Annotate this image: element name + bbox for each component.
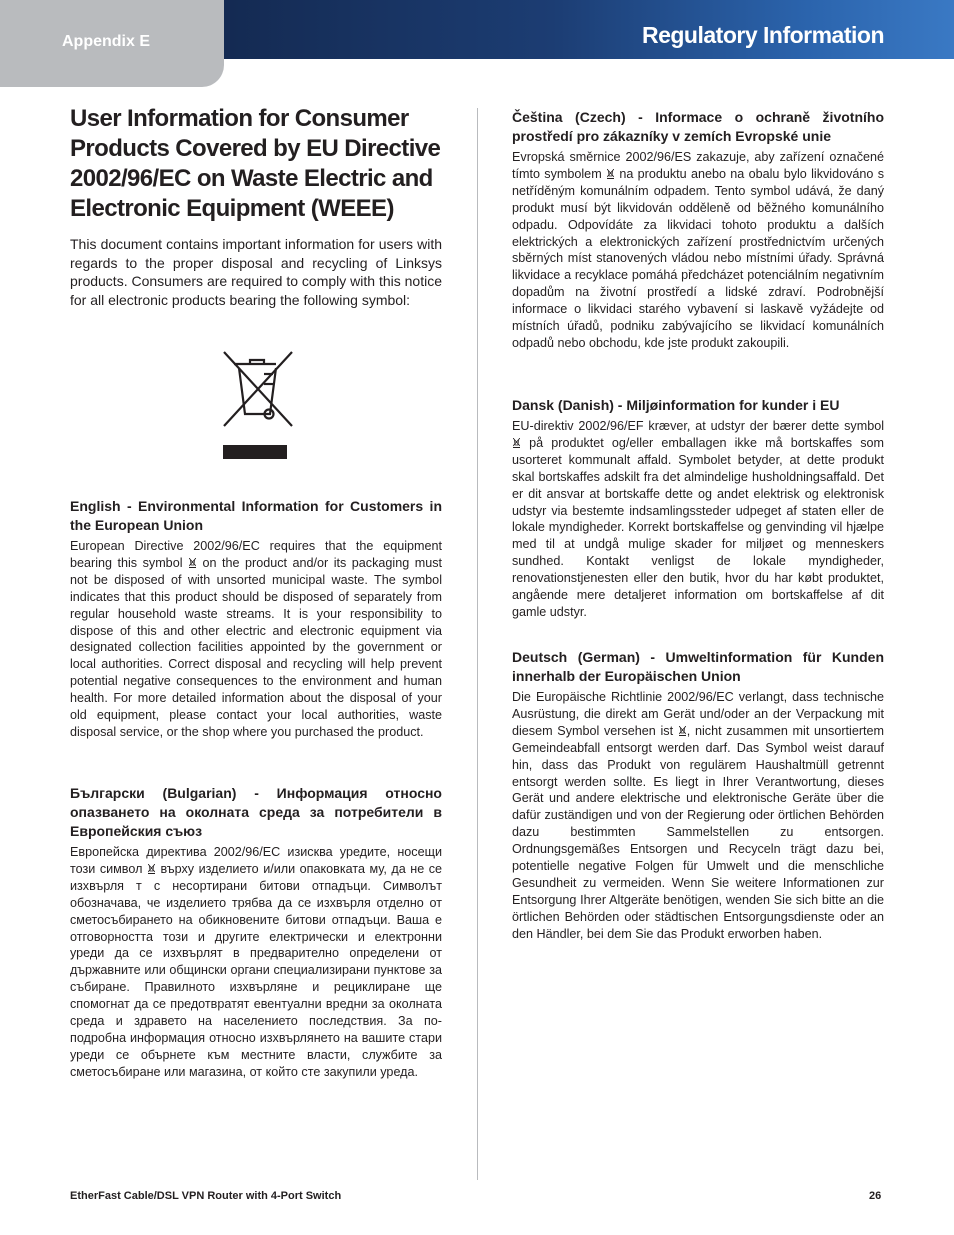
weee-inline-icon	[513, 438, 520, 448]
section-bulgarian	[70, 784, 442, 1081]
header-banner	[224, 0, 954, 59]
weee-inline-icon	[679, 726, 686, 736]
section-body: European Directive 2002/96/EC requires that the equipment bearing this symbol on the product and/or its packaging must not be disposed of with unsorted municipal waste. The symbol indicates that this product should be disposed of separately from regular household waste streams. It is your responsibility to dispose of this and other electric and electronic equipment via designated collection facilities appointed by the government or local authorities. Correct disposal and recycling will help prevent potential negative consequences to the environment and human health. For more detailed information about the disposal of your old equipment, please contact your local authorities, waste disposal service, or the shop where you purchased the product.	[70, 539, 443, 739]
section-body: Evropská směrnice 2002/96/ES zakazuje, aby zařízení označené tímto symbolem na produktu anebo na obalu bylo likvidováno s netříděným komunálním odpadem. Tento symbol udává, že daný produkt musí být likvidován odděleně od běžného komunálního odpadu. Odpovídáte za likvidaci tohoto produktu a dalších elektrických a elektronických zařízení prostřednictvím určených sběrných míst stanovených vládou nebo místními úřady. Správná likvidace a recyklace pomáhá předcházet potenciálním negativním dopadům na životní prostředí a lidské zdraví. Podrobnější informace o likvidaci starého vybavení si laskavě vyžádejte od místních úřadů, podniku zabývajícího se likvidací komunálních odpadů nebo obchodu, kde jste produkt zakoupili.	[512, 150, 885, 350]
footer-product-name: EtherFast Cable/DSL VPN Router with 4-Port Switch	[70, 1190, 342, 1202]
section-czech	[512, 108, 884, 352]
section-body: Die Europäische Richtlinie 2002/96/EC verlangt, dass technische Ausrüstung, die direkt am Gerät und/oder an der Verpackung mit diesem Symbol versehen ist , nicht zusammen mit unsortiertem Gemeindeabfall entsorgt werden darf. Das Symbol weist darauf hin, dass das Produkt von regulärem Haushaltmüll getrennt entsorgt werden sollte. Es liegt in Ihrer Verantwortung, dieses Gerät und andere elektrische und elektronische Geräte über die dafür zuständigen und von der Regierung oder örtlichen Behörden dazu bestimmten Sammelstellen zu entsorgen. Ordnungsgemäßes Entsorgen und Recyceln trägt dazu bei, potentielle negative Folgen für Umwelt und die menschliche Gesundheit zu vermeiden. Wenn Sie weitere Informationen zur Entsorgung Ihrer Altgeräte benötigen, wenden Sie sich bitte an die örtlichen Behörden oder städtischen Entsorgungsdienste oder an den Händler, bei dem Sie das Produkt erworben haben.	[512, 690, 885, 941]
appendix-tab	[0, 0, 224, 87]
appendix-label: Appendix E	[62, 33, 151, 50]
section-english	[70, 497, 442, 741]
footer-page-number: 26	[869, 1190, 882, 1202]
page-title: User Information for Consumer Products Covered by EU Directive 2002/96/EC on Waste Electric and Electronic Equipment (WEEE)	[70, 105, 441, 222]
section-body: EU-direktiv 2002/96/EF kræver, at udstyr der bærer dette symbol på produktet og/eller emballagen ikke må bortskaffes som usorteret kommunalt affald. Symbolet betyder, at dette produkt skal bortskaffes adskilt fra det almindelige husholdningsaffald. Det er dit ansvar at bortskaffe dette og andet elektrisk og elektronisk udstyr via bestemte indsamlingssteder udpeget af staten eller de lokale myndigheder. Korrekt bortskaffelse og genvinding vil hjælpe med til at undgå mulige skader for miljøet og menneskers sundhed. Kontakt venligst de lokale myndigheder, renovationstjenesten eller den butik, hvor du har købt produktet, angående mere detaljeret information om bortskaffelse af dit gamle udstyr.	[512, 419, 885, 619]
section-body: Европейска директива 2002/96/EC изисква уредите, носещи този символ върху изделието и/или опаковката му, да не се изхвърля т с несортирани битови отпадъци. Символът обозначава, че изделието трябва да се изхвърля отделно от сметосъбирането на обикновените битови отпадъци. Ваша е отговорността този и другите електрически и електронни уреди да се изхвърлят в предварително определени от държавните или общински органи специализирани пунктове за събиране. Правилното изхвърляне и рециклиране ще спомогнат да се предотвратят евентуални вредни за околната среда и здравето на населението последствия. За по-подробна информация относно изхвърлянето на вашите стари уреди се обърнете към местните власти, службите за сметосъбиране или магазина, от който сте закупили уреда.	[70, 845, 443, 1079]
weee-inline-icon	[148, 864, 155, 874]
section-heading: Dansk (Danish) - Miljøinformation for kunder i EU	[512, 397, 840, 413]
section-heading: English - Environmental Information for Customers in the European Union	[70, 498, 442, 533]
section-heading: Deutsch (German) - Umweltinformation für Kunden innerhalb der Europäischen Union	[512, 649, 884, 684]
weee-inline-icon	[189, 558, 196, 568]
section-danish	[512, 396, 884, 621]
weee-inline-icon	[607, 169, 614, 179]
section-heading: Čeština (Czech) - Informace o ochraně životního prostředí pro zákazníky v zemích Evropské unie	[512, 109, 884, 144]
intro-paragraph: This document contains important information for users with regards to the proper disposal and recycling of Linksys products. Consumers are required to comply with this notice for all electronic products bearing the following symbol:	[70, 236, 442, 309]
section-title: Regulatory Information	[641, 22, 884, 48]
column-divider	[477, 108, 478, 1180]
section-heading: Български (Bulgarian) - Информация относно опазването на околната среда за потребители в Европейския съюз	[70, 785, 442, 839]
section-german	[512, 648, 884, 943]
crossed-out-wheeled-bin-icon	[220, 350, 296, 460]
